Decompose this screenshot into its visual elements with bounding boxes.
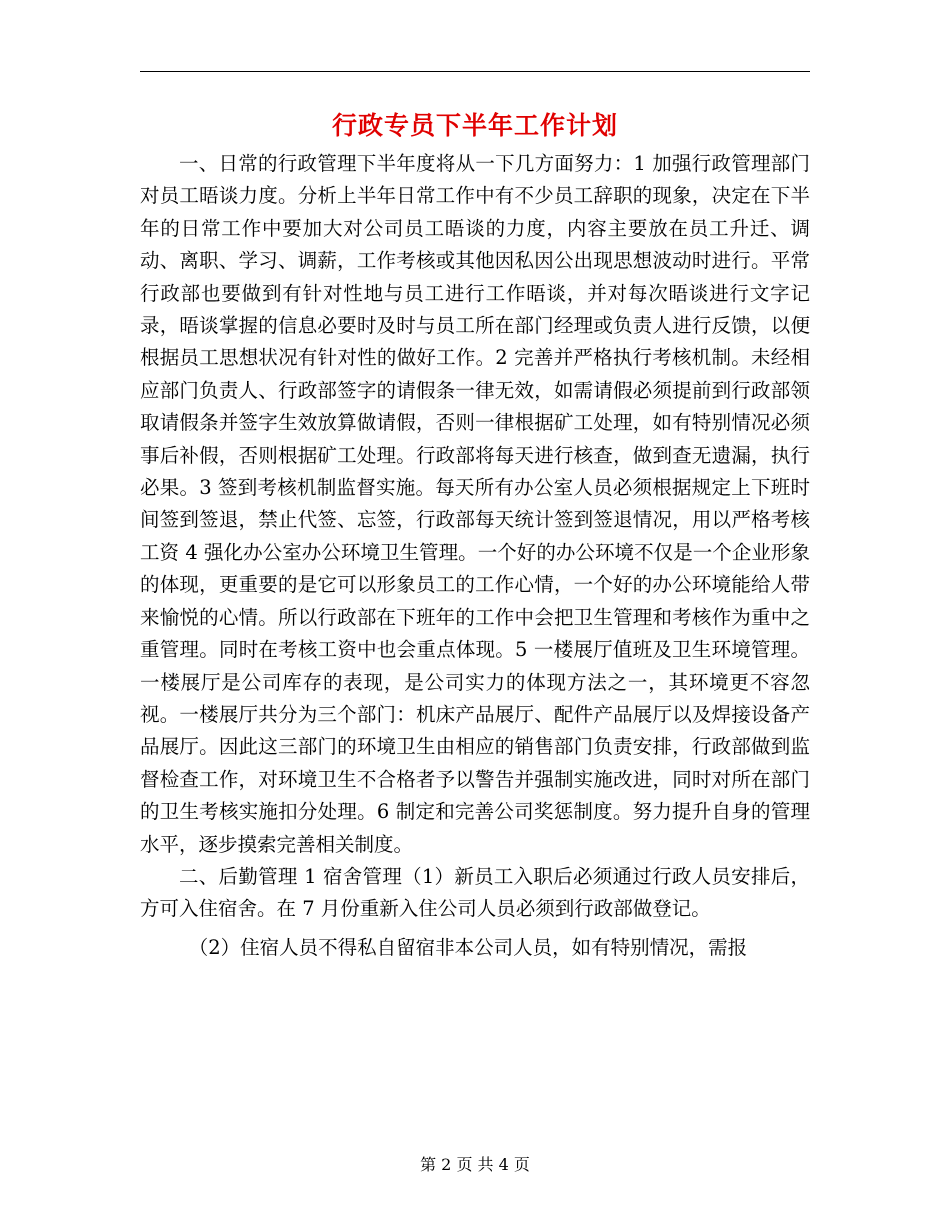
page-number: 第 2 页 共 4 页 [420, 1155, 530, 1174]
paragraph-logistics: 二、后勤管理 1 宿舍管理（1）新员工入职后必须通过行政人员安排后，方可入住宿舍。在 7 月份重新入住公司人员必须到行政部做登记。 [140, 864, 810, 921]
paragraph-daily-admin: 一、日常的行政管理下半年度将从一下几方面努力：1 加强行政管理部门对员工晤谈力度。分析上半年日常工作中有不少员工辞职的现象，决定在下半年的日常工作中要加大对公司员工晤谈的力度，内容主要放在员工升迁、调动、离职、学习、调薪，工作考核或其他因私因公出现思想波动时进行。平常行政部也要做到有针对性地与员工进行工作晤谈，并对每次晤谈进行文字记录，晤谈掌握的信息必要时及时与员工所在部门经理或负责人进行反馈，以便根据员工思想状况有针对性的做好工作。2 完善并严格执行考核机制。未经相应部门负责人、行政部签字的请假条一律无效，如需请假必须提前到行政部领取请假条并签字生效放算做请假，否则一律根据矿工处理，如有特别情况必须事后补假，否则根据矿工处理。行政部将每天进行核查，做到查无遗漏，执行必果。3 签到考核机制监督实施。每天所有办公室人员必须根据规定上下班时间签到签退，禁止代签、忘签，行政部每天统计签到签退情况，用以严格考核工资 4 强化办公室办公环境卫生管理。一个好的办公环境不仅是一个企业形象的体现，更重要的是它可以形象员工的工作心情，一个好的办公环境能给人带来愉悦的心情。所以行政部在下班年的工作中会把卫生管理和考核作为重中之重管理。同时在考核工资中也会重点体现。5 一楼展厅值班及卫生环境管理。一楼展厅是公司库存的表现，是公司实力的体现方法之一，其环境更不容忽视。一楼展厅共分为三个部门：机床产品展厅、配件产品展厅以及焊接设备产品展厅。因此这三部门的环境卫生由相应的销售部门负责安排，行政部做到监督检查工作，对环境卫生不合格者予以警告并强制实施改进，同时对所在部门的卫生考核实施扣分处理。6 制定和完善公司奖惩制度。努力提升自身的管理水平，逐步摸索完善相关制度。 [140, 152, 810, 856]
header-rule [140, 71, 810, 72]
document-title: 行政专员下半年工作计划 [331, 111, 618, 140]
document-body [140, 148, 810, 964]
paragraph-dorm-rules: （2）住宿人员不得私自留宿非本公司人员，如有特别情况，需报 [188, 935, 748, 959]
